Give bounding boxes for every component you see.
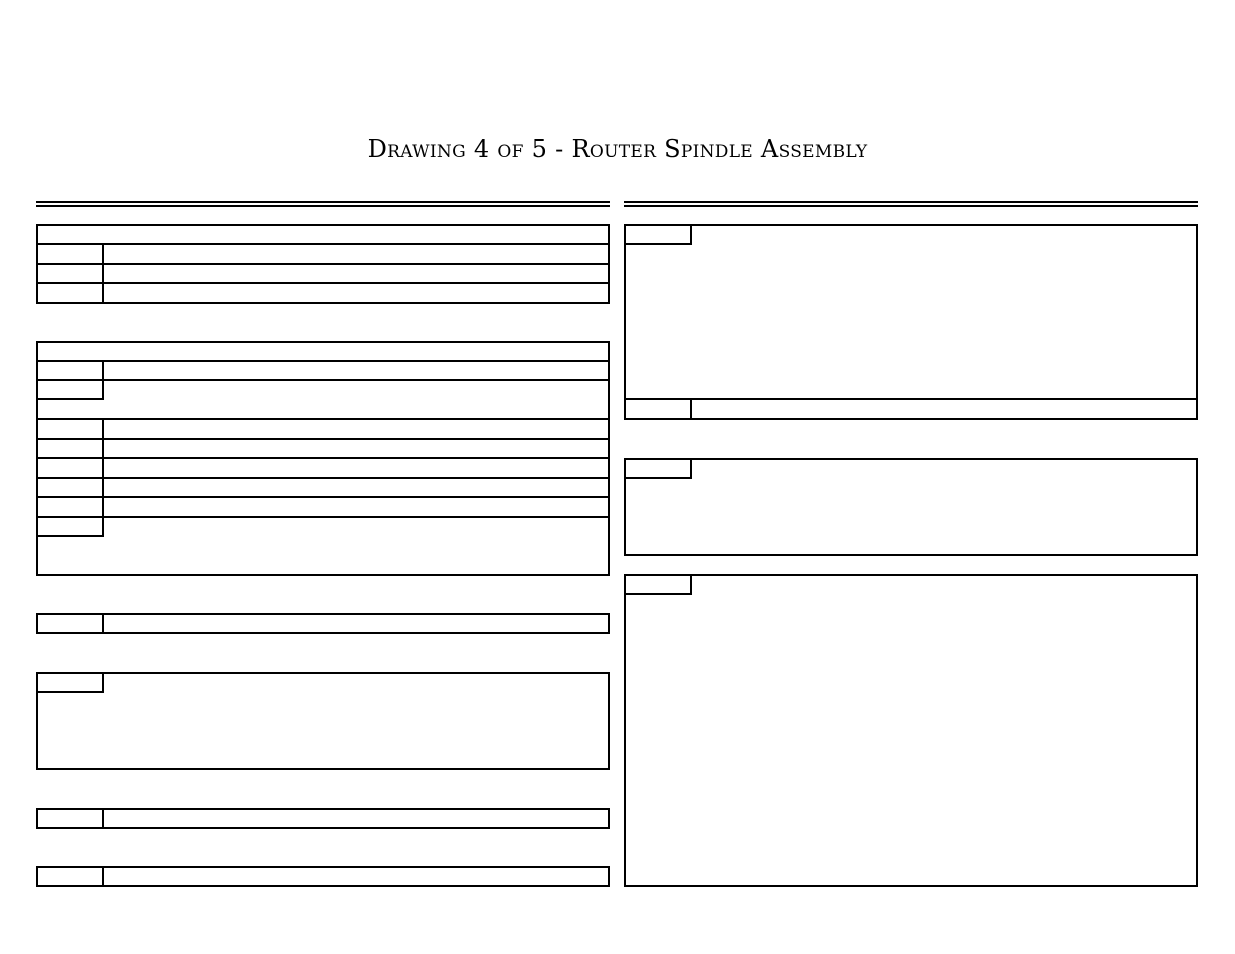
left-table-1-row-divider (36, 263, 610, 265)
left-table-2-row-divider (36, 379, 610, 381)
left-table-2-row-divider (36, 398, 104, 400)
left-table-2-row-divider (36, 535, 104, 537)
left-table-6-col-divider (102, 866, 104, 887)
left-table-2-row-divider (36, 496, 610, 498)
left-table-2-row-divider (36, 516, 610, 518)
right-double-rule (624, 201, 1198, 207)
left-table-2-row-divider (36, 477, 610, 479)
left-table-1-row-divider (36, 282, 610, 284)
left-table-5-col-divider (102, 808, 104, 829)
left-table-3-frame (36, 613, 610, 634)
left-table-2-col-divider (102, 360, 104, 400)
left-table-4-label-cell (36, 672, 104, 693)
left-table-2-col-divider (102, 418, 104, 537)
left-table-1-col-divider (102, 243, 104, 303)
left-table-3-col-divider (102, 613, 104, 634)
left-table-4-frame (36, 672, 610, 770)
left-table-2-row-divider (36, 457, 610, 459)
left-table-2-row-divider (36, 438, 610, 440)
right-table-3-label-cell (624, 574, 692, 595)
right-table-3-frame (624, 574, 1198, 887)
right-table-1-col-divider (690, 398, 692, 420)
left-table-5-frame (36, 808, 610, 829)
drawing-title: Drawing 4 of 5 - Router Spindle Assembly (367, 135, 868, 163)
left-double-rule (36, 201, 610, 207)
left-table-2-row-divider (36, 360, 610, 362)
left-table-6-frame (36, 866, 610, 887)
right-table-1-frame (624, 224, 1198, 420)
left-table-2-row-divider (36, 418, 610, 420)
left-table-1-row-divider (36, 243, 610, 245)
right-table-1-row-divider (624, 398, 1198, 400)
right-table-2-frame (624, 458, 1198, 556)
right-table-2-label-cell (624, 458, 692, 479)
right-table-1-label-cell (624, 224, 692, 245)
